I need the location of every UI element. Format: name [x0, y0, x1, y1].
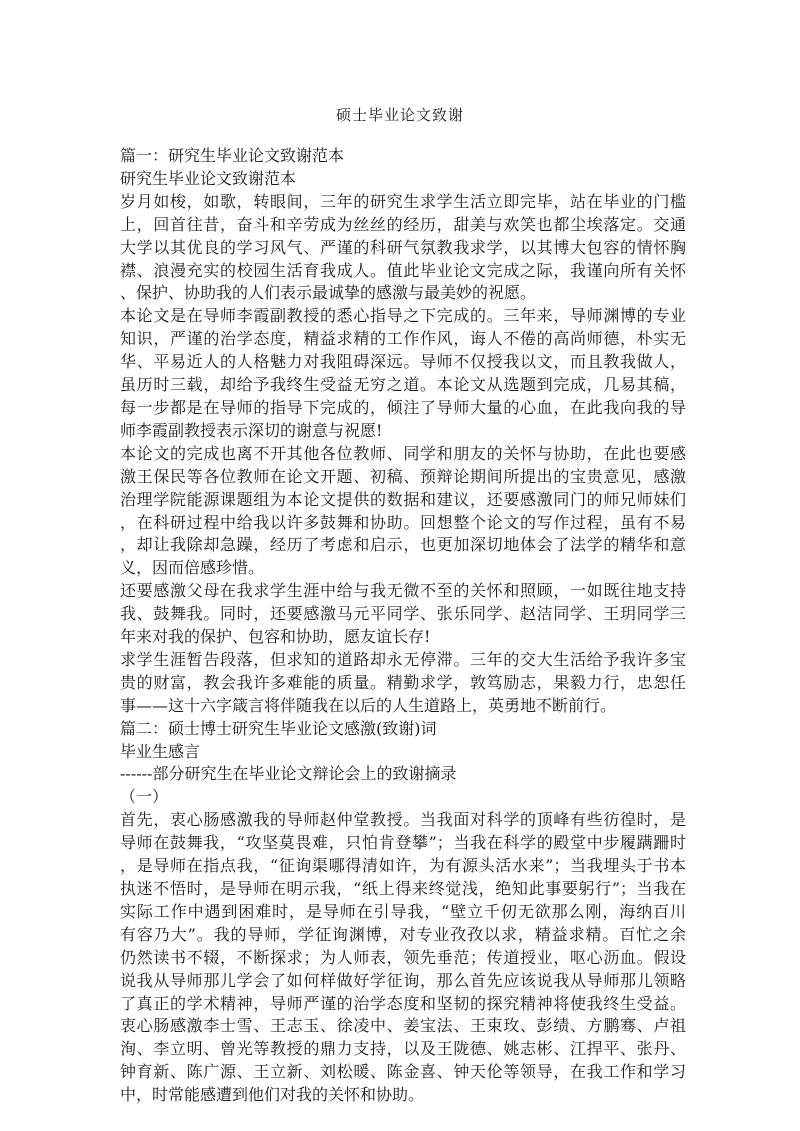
text-line: 钟育新、陈广源、王立新、刘松暖、陈金喜、钟天伦等领导，在我工作和学习	[120, 1062, 686, 1082]
text-line: 求学生涯暂告段落，但求知的道路却永无停滞。三年的交大生活给予我许多宝	[120, 649, 686, 669]
text-line: 事——这十六字箴言将伴随我在以后的人生道路上，英勇地不断前行。	[120, 695, 617, 715]
text-line: 贵的财富，教会我许多难能的质量。精勤求学，敦笃励志，果毅力行，忠恕任	[120, 672, 686, 692]
text-line: 实际工作中遇到困难时，是导师在引导我，“壁立千仞无欲那么刚，海纳百川	[120, 901, 686, 921]
text-line: ，是导师在指点我，“征询渠哪得清如许，为有源头活水来”；当我埋头于书本	[120, 856, 686, 876]
text-line: 年来对我的保护、包容和协助，愿友谊长存!	[120, 627, 431, 647]
text-line: 、保护、协助我的人们表示最诚挚的感激与最美妙的祝愿。	[120, 283, 537, 303]
text-line: 激王保民等各位教师在论文开题、初稿、预辩论期间所提出的宝贵意见，感激	[120, 466, 686, 486]
text-line: 襟、浪漫充实的校园生活育我成人。值此毕业论文完成之际，我谨向所有关怀	[120, 260, 686, 280]
text-line: 有容乃大”。我的导师，学征询渊博，对专业孜孜以求，精益求精。百忙之余	[120, 924, 686, 944]
text-line: 本论文的完成也离不开其他各位教师、同学和朋友的关怀与协助，在此也要感	[120, 443, 686, 463]
document-body	[120, 145, 686, 1107]
text-line: 师李霞副教授表示深切的谢意与祝愿!	[120, 420, 383, 440]
text-line: 说我从导师那儿学会了如何样做好学征询，那么首先应该说我从导师那儿领略	[120, 970, 686, 990]
text-line: ，在科研过程中给我以许多鼓舞和协助。回想整个论文的写作过程，虽有不易	[120, 512, 686, 532]
text-line: 了真正的学术精神，导师严谨的治学态度和坚韧的探究精神将使我终生受益。	[120, 993, 686, 1013]
text-line: （一）	[120, 787, 169, 807]
text-line: 岁月如梭，如歌，转眼间，三年的研究生求学生活立即完毕，站在毕业的门槛	[120, 191, 686, 211]
text-line: 执迷不悟时，是导师在明示我，“纸上得来终觉浅，绝知此事要躬行”；当我在	[120, 879, 686, 898]
text-line: 还要感激父母在我求学生涯中给与我无微不至的关怀和照顾，一如既往地支持	[120, 581, 686, 601]
text-line: 篇二：硕士博士研究生毕业论文感激(致谢)词	[120, 718, 437, 738]
text-line: 首先，衷心肠感激我的导师赵仲堂教授。当我面对科学的顶峰有些彷徨时，是	[120, 810, 686, 830]
text-line: 本论文是在导师李霞副教授的悉心指导之下完成的。三年来，导师渊博的专业	[120, 306, 686, 326]
text-line: 中，时常能感遭到他们对我的关怀和协助。	[120, 1085, 425, 1105]
text-line: 华、平易近人的人格魅力对我阻碍深远。导师不仅授我以文，而且教我做人，	[120, 352, 686, 372]
text-line: 洵、李立明、曾光等教授的鼎力支持，以及王陇德、姚志彬、江捍平、张丹、	[120, 1039, 686, 1059]
text-line: 衷心肠感激李士雪、王志玉、徐凌中、姜宝法、王束玫、彭绩、方鹏骞、卢祖	[120, 1016, 686, 1036]
text-line: 虽历时三载，却给予我终生受益无穷之道。本论文从选题到完成，几易其稿，	[120, 375, 686, 395]
text-line: ，却让我除却急躁，经历了考虑和启示，也更加深切地体会了法学的精华和意	[120, 535, 686, 555]
text-line: 每一步都是在导师的指导下完成的，倾注了导师大量的心血，在此我向我的导	[120, 397, 686, 417]
text-line: 研究生毕业论文致谢范本	[120, 168, 297, 188]
text-line: 毕业生感言	[120, 741, 201, 761]
text-line: 知识，严谨的治学态度，精益求精的工作作风，诲人不倦的高尚师德，朴实无	[120, 329, 686, 349]
text-line: 我、鼓舞我。同时，还要感激马元平同学、张乐同学、赵洁同学、王玥同学三	[120, 604, 686, 624]
text-line: 治理学院能源课题组为本论文提供的数据和建议，还要感激同门的师兄师妹们	[120, 489, 686, 509]
text-line: 义，因而倍感珍惜。	[120, 558, 265, 578]
text-line: 导师在鼓舞我，“攻坚莫畏难，只怕肯登攀”；当我在科学的殿堂中步履蹒跚时	[120, 833, 686, 853]
text-line: 上，回首往昔，奋斗和辛劳成为丝丝的经历，甜美与欢笑也都尘埃落定。交通	[120, 214, 686, 234]
text-line: ------部分研究生在毕业论文辩论会上的致谢摘录	[120, 764, 457, 784]
text-line: 大学以其优良的学习风气、严谨的科研气氛教我求学，以其博大包容的情怀胸	[120, 237, 686, 257]
document-title: 硕士毕业论文致谢	[335, 106, 464, 124]
text-line: 篇一：研究生毕业论文致谢范本	[120, 146, 345, 165]
text-line: 仍然读书不辍，不断探求；为人师表，领先垂范；传道授业，呕心沥血。假设	[120, 947, 686, 967]
